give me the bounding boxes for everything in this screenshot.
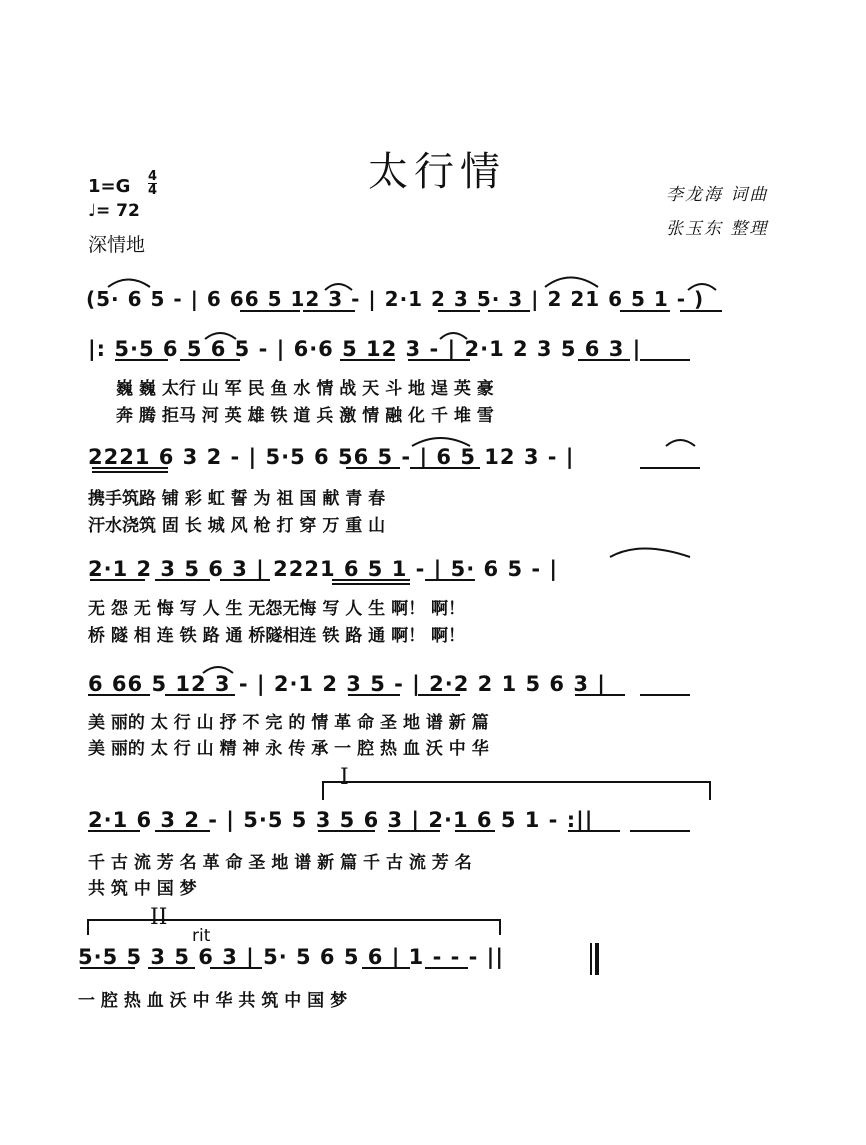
lyric-row-5-verse-1: 千 古 流 芳 名 革 命 圣 地 谱 新 篇 千 古 流 芳 名 [88,853,472,873]
lyric-row-4-verse-2: 美 丽的 太 行 山 精 神 永 传 承 一 腔 热 血 沃 中 华 [88,739,489,759]
tempo-marking: ♩= 72 [88,201,140,221]
notation-row-3: 2·1 2 3 5 6 3 | 2221 6 5 1 - | 5· 6 5 - | [88,557,559,581]
slur-mark [610,549,690,558]
slur-mark [203,667,233,673]
slur-mark [108,280,150,288]
volta-2-label: II [150,905,168,930]
volta-1-label: I [340,765,349,790]
lyric-row-5-verse-2: 共 筑 中 国 梦 [88,879,197,899]
ritardando-marking: rit [192,926,211,946]
slur-mark [545,278,598,288]
volta-1-bracket [323,782,710,800]
slur-mark [688,284,716,290]
notation-row-6: 5·5 5 3 5 6 3 | 5· 5 6 5 6 | 1 - - - || [78,945,505,969]
time-denominator: 4 [148,183,158,198]
page-title: 太行情 [368,149,506,195]
lyric-row-2-verse-2: 汗水浇筑 固 长 城 风 枪 打 穿 万 重 山 [88,516,386,536]
time-numerator: 4 [148,169,158,184]
lyricist-credit: 李龙海 词曲 [666,185,769,205]
lyric-row-1-verse-1: 巍 巍 太行 山 军 民 鱼 水 情 战 天 斗 地 逞 英 豪 [116,379,494,399]
lyric-row-1-verse-2: 奔 腾 拒马 河 英 雄 铁 道 兵 激 情 融 化 千 堆 雪 [116,406,494,426]
arranger-credit: 张玉东 整理 [666,219,769,239]
slur-mark [412,438,470,446]
lyric-row-6-verse-1: 一 腔 热 血 沃 中 华 共 筑 中 国 梦 [78,991,348,1011]
lyric-row-3-verse-1: 无 怨 无 悔 写 人 生 无怨无悔 写 人 生 啊！ 啊！ [88,599,466,619]
notation-row-1: |: 5·5 6 5 6 5 - | 6·6 5 12 3 - | 2·1 2 3 5 6 3 | [88,337,642,361]
intro-line: (5· 6 5 - | 6 66 5 12 3 - | 2·1 2 3 5· 3 | 2 21 6 5 1 - ) [86,287,705,311]
volta-2-bracket [88,920,500,935]
slur-mark [325,284,352,290]
key-signature: 1=G [88,176,131,197]
expression-marking: 深情地 [88,234,146,256]
lyric-row-2-verse-1: 携手筑路 铺 彩 虹 誓 为 祖 国 献 青 春 [88,489,386,509]
notation-row-5: 2·1 6 3 2 - | 5·5 5 3 5 6 3 | 2·1 6 5 1 - :|| [88,808,594,832]
lyric-row-3-verse-2: 桥 隧 相 连 铁 路 通 桥隧相连 铁 路 通 啊！ 啊！ [88,626,466,646]
notation-row-2: 2221 6 3 2 - | 5·5 6 56 5 - | 6 5 12 3 - | [88,445,575,469]
slur-mark [666,440,695,446]
lyric-row-4-verse-1: 美 丽的 太 行 山 抒 不 完 的 情 革 命 圣 地 谱 新 篇 [88,713,489,733]
slur-mark [205,333,236,339]
slur-mark [440,333,467,339]
notation-row-4: 6 66 5 12 3 - | 2·1 2 3 5 - | 2·2 2 1 5 6 3 | [88,672,606,696]
